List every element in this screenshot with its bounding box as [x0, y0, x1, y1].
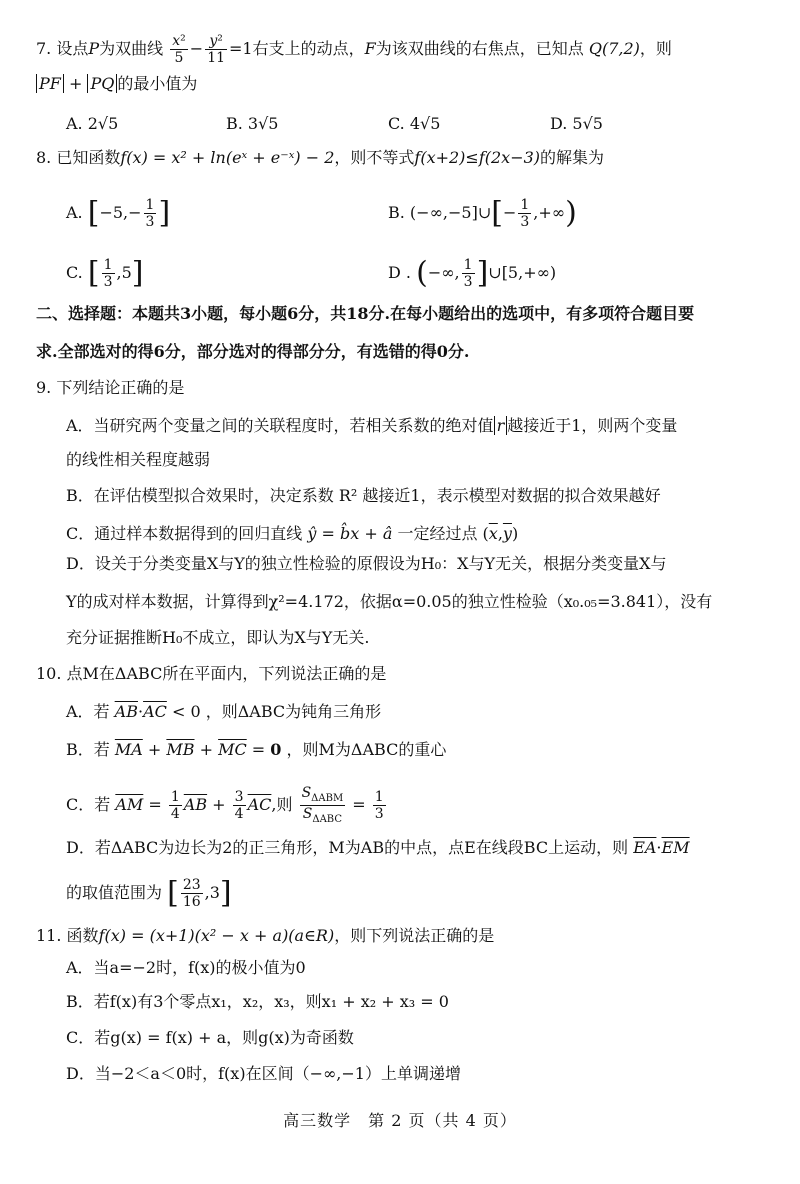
- q9-option-d: D．设关于分类变量X与Y的独立性检验的原假设为H₀：X与Y无关，根据分类变量X与: [66, 554, 667, 573]
- q7-option-d: D. 5√5: [550, 114, 603, 133]
- q9-option-d-line3: 充分证据推断H₀不成立，即认为X与Y无关.: [66, 628, 370, 647]
- q9-option-a: A．当研究两个变量之间的关联程度时，若相关系数的绝对值 r 越接近于1，则两个变量: [66, 416, 678, 435]
- question-7: 7. 设点P为双曲线 $\frac{\text{x²}}{5}$ − $\frac{\text{y²}}{11}$ =1右支上的动点，F为该双曲线的右焦点，已知点 Q(7,2)，则: [36, 33, 672, 66]
- q7-option-c: C. 4√5: [388, 114, 441, 133]
- q8-option-b: B. (−∞,−5]∪[− $\frac{1}{3}$ ,+∞): [388, 195, 577, 231]
- q8-option-a: A. [−5,− $\frac{1}{3}$ ]: [66, 195, 171, 231]
- q9-option-b: B．在评估模型拟合效果时，决定系数 R² 越接近1，表示模型对数据的拟合效果越好: [66, 486, 661, 505]
- q10-option-b: B．若 $\overline{MA} + \overline{MB} + \overline{MC} = 0$ ，则M为ΔABC的重心: [66, 740, 447, 759]
- q11-option-b: B．若f(x)有3个零点x₁，x₂，x₃，则x₁ + x₂ + x₃ = 0: [66, 992, 449, 1011]
- question-7-line2: PF + PQ 的最小值为: [36, 72, 800, 96]
- q10-option-a: A．若 $\overline{AB}\cdot\overline{AC} < 0$ ，则ΔABC为钝角三角形: [66, 702, 382, 721]
- question-9: 9. 下列结论正确的是: [36, 378, 185, 397]
- question-10: 10. 点M在ΔABC所在平面内，下列说法正确的是: [36, 664, 387, 683]
- q10-option-d: D．若ΔABC为边长为2的正三角形，M为AB的中点，点E在线段BC上运动，则 $\overline{EA}\cdot\overline{EM}$: [66, 838, 690, 857]
- q9-option-a-line2: 的线性相关程度越弱: [66, 450, 211, 469]
- question-11: 11. 函数f(x) = (x+1)(x² − x + a)(a∈R)，则下列说法正确的是: [36, 926, 495, 945]
- q8-option-d: D . (−∞, $\frac{1}{3}$ ]∪[5,+∞): [388, 255, 557, 291]
- q9-option-d-line2: Y的成对样本数据，计算得到χ²=4.172，依据α=0.05的独立性检验（x₀.₀₅=3.841），没有: [66, 592, 713, 611]
- section-2-heading: 二、选择题：本题共3小题，每小题6分，共18分.在每小题给出的选项中，有多项符合题目要: [36, 304, 695, 323]
- q11-option-c: C．若g(x) = f(x) + a，则g(x)为奇函数: [66, 1028, 354, 1047]
- q8-option-c: C. [ $\frac{1}{3}$ ,5]: [66, 255, 144, 291]
- question-8: 8. 已知函数f(x) = x² + ln(eˣ + e⁻ˣ) − 2，则不等式f(x+2)≤f(2x−3)的解集为: [36, 148, 605, 167]
- q7-option-a: A. 2√5: [66, 114, 119, 133]
- q9-option-c: C．通过样本数据得到的回归直线 ŷ = b̂x + â 一定经过点 $(\overline{x},\overline{y})$: [66, 524, 519, 543]
- q7-option-b: B. 3√5: [226, 114, 279, 133]
- page-footer: 高三数学 第 2 页（共 4 页）: [283, 1111, 517, 1130]
- q11-option-d: D．当−2＜a＜0时，f(x)在区间（−∞,−1）上单调递增: [66, 1064, 461, 1083]
- section-2-heading-line2: 求.全部选对的得6分，部分选对的得部分分，有选错的得0分.: [36, 342, 470, 361]
- q10-option-d-line2: 的取值范围为 [ $\frac{23}{16}$ ,3]: [66, 875, 232, 911]
- q11-option-a: A．当a=−2时，f(x)的极小值为0: [66, 958, 306, 977]
- q10-option-c: C．若 $\overline{AM}$ = $\frac{1}{4}$ $\overline{AB}$ + $\frac{3}{4}$ $\overline{AC}$,则 $\frac{S_{\Delta ABM}}{S_{\Delta ABC}}$ = $\frac{1}{3}$: [66, 785, 384, 825]
